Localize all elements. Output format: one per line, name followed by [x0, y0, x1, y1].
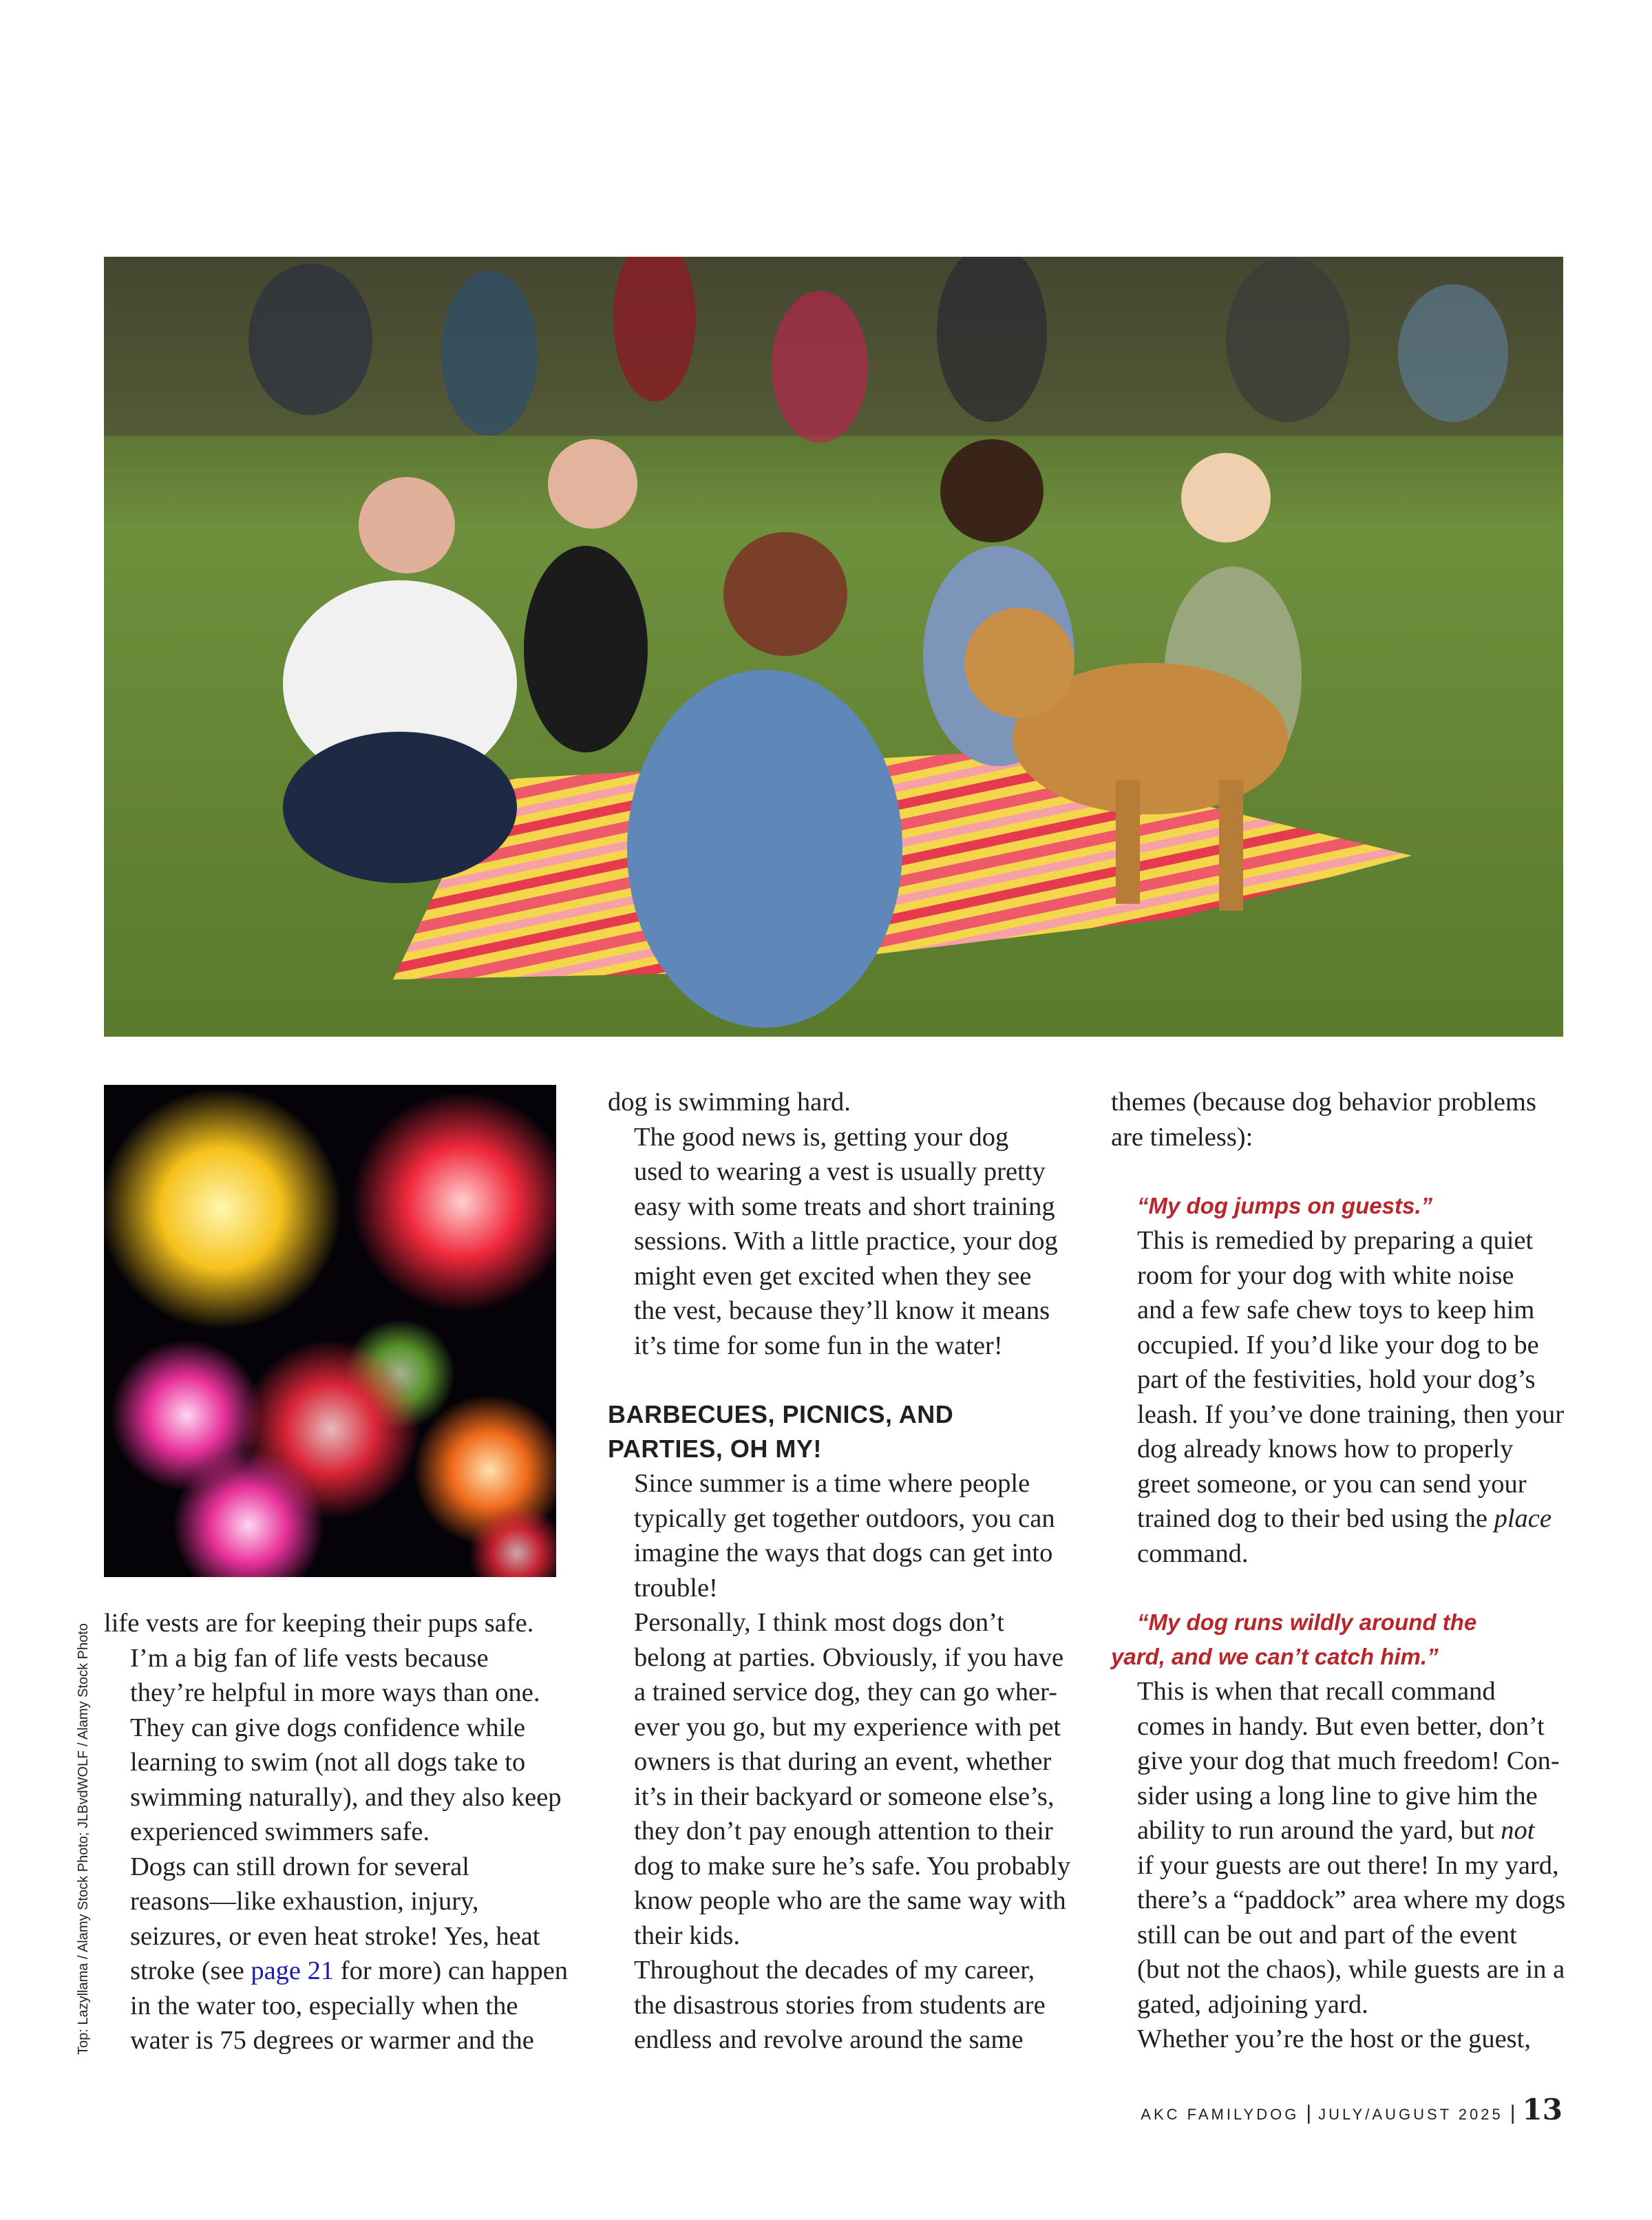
text-line [1111, 1813, 1565, 1848]
page-footer [1141, 2093, 1563, 2126]
text-line: know people who are the same way with [634, 1886, 1066, 1915]
text-line: there’s a “paddock” area where my dogs [1137, 1885, 1566, 1914]
text-line: experienced swimmers safe. [130, 1817, 430, 1846]
column-3 [1111, 1085, 1565, 2057]
text-line: sessions. With a little practice, your dog [634, 1227, 1058, 1256]
text-line [104, 1954, 569, 1989]
text-line: might even get excited when they see [634, 1261, 1032, 1291]
fireworks-photo [104, 1085, 556, 1577]
emphasis: place [1494, 1504, 1552, 1533]
text-line: if your guests are out there! In my yard, [1137, 1850, 1559, 1880]
text-fragment: trained dog to their bed using the [1137, 1504, 1494, 1533]
pull-subheading [1111, 1605, 1565, 1674]
text-line: and a few safe chew toys to keep him [1137, 1296, 1535, 1324]
text-line: dog is swimming hard. [608, 1088, 851, 1117]
text-line: Dogs can still drown for several [130, 1852, 469, 1881]
text-line: reasons—like exhaustion, injury, [130, 1887, 479, 1916]
text-line: it’s time for some fun in the water! [634, 1331, 1003, 1360]
paragraph [608, 1953, 1062, 2058]
text-line: the vest, because they’ll know it means [634, 1296, 1050, 1325]
text-line: the disastrous stories from students are [634, 1990, 1046, 2020]
text-line: Since summer is a time where people [634, 1469, 1030, 1498]
picnic-photo-illustration [104, 257, 1563, 1037]
text-line: in the water too, especially when the [130, 1991, 518, 2020]
text-fragment: ability to run around the yard, but [1137, 1816, 1501, 1845]
magazine-name: AKC FAMILYDOG [1141, 2106, 1300, 2123]
subheading-line: “My dog jumps on guests.” [1137, 1193, 1433, 1218]
paragraph [1111, 1674, 1565, 2022]
footer-divider: | [1510, 2102, 1516, 2124]
text-line: life vests are for keeping their pups safe. [104, 1609, 534, 1638]
text-line: water is 75 degrees or warmer and the [130, 2026, 534, 2055]
fireworks-illustration [104, 1085, 556, 1577]
text-line: sider using a long line to give him the [1137, 1781, 1538, 1810]
text-line: I’m a big fan of life vests because [130, 1643, 489, 1673]
text-line: command. [1137, 1539, 1249, 1568]
issue-date: JULY/AUGUST 2025 [1318, 2106, 1503, 2123]
text-line: easy with some treats and short training [634, 1192, 1055, 1221]
text-line: trouble! [634, 1573, 718, 1603]
pull-subheading [1111, 1189, 1565, 1223]
footer-divider: | [1306, 2102, 1312, 2124]
text-line: Whether you’re the host or the guest, [1137, 2025, 1531, 2053]
text-line: The good news is, getting your dog [634, 1122, 1009, 1152]
text-line: This is when that recall command [1137, 1677, 1496, 1706]
text-line: This is remedied by preparing a quiet [1137, 1226, 1534, 1255]
text-fragment: for more) can happen [334, 1956, 569, 1985]
paragraph [104, 1641, 562, 1850]
text-fragment: stroke (see [130, 1956, 251, 1985]
subheading-line: “My dog runs wildly around the [1137, 1609, 1477, 1635]
text-line: seizures, or even heat stroke! Yes, heat [130, 1921, 540, 1951]
text-line: dog to make sure he’s safe. You probably [634, 1851, 1071, 1881]
column-1 [104, 1606, 569, 2058]
paragraph [1111, 2022, 1565, 2057]
text-line: dog already knows how to properly [1137, 1435, 1514, 1463]
text-line: comes in handy. But even better, don’t [1137, 1711, 1545, 1741]
text-line: owners is that during an event, whether [634, 1747, 1052, 1776]
paragraph [1111, 1085, 1565, 1154]
text-line: it’s in their backyard or someone else’s, [634, 1782, 1055, 1811]
text-line: leash. If you’ve done training, then your [1137, 1399, 1565, 1429]
paragraph [104, 1606, 558, 1641]
paragraph [104, 1850, 569, 2058]
text-line: still can be out and part of the event [1137, 1920, 1517, 1949]
text-line: (but not the chaos), while guests are in a [1137, 1955, 1565, 1984]
text-line: They can give dogs confidence while [130, 1713, 526, 1742]
text-line: swimming naturally), and they also keep [130, 1782, 562, 1812]
paragraph [608, 1466, 1062, 1605]
paragraph [608, 1605, 1071, 1953]
text-line [1111, 1501, 1565, 1536]
text-line: they don’t pay enough attention to their [634, 1817, 1053, 1846]
photo-credit: Top: Lazyllama / Alamy Stock Photo; JLBvdWOLF / Alamy Stock Photo [76, 1623, 91, 2055]
picnic-photo [104, 257, 1563, 1037]
text-line: give your dog that much freedom! Con- [1137, 1746, 1560, 1775]
text-line: imagine the ways that dogs can get into [634, 1539, 1053, 1567]
text-line: occupied. If you’d like your dog to be [1137, 1330, 1539, 1360]
text-line: a trained service dog, they can go wher- [634, 1678, 1057, 1706]
paragraph [608, 1120, 1062, 1364]
heading-line: PARTIES, OH MY! [608, 1435, 822, 1463]
text-line: gated, adjoining yard. [1137, 1989, 1368, 2019]
text-line: used to wearing a vest is usually pretty [634, 1157, 1046, 1186]
text-line: belong at parties. Obviously, if you have [634, 1642, 1064, 1672]
text-line: Personally, I think most dogs don’t [634, 1608, 1004, 1637]
column-2 [608, 1085, 1071, 2058]
heading-line: BARBECUES, PICNICS, AND [608, 1400, 954, 1428]
paragraph [1111, 1223, 1565, 1571]
text-line: are timeless): [1111, 1122, 1253, 1152]
subheading-line: yard, and we can’t catch him.” [1111, 1644, 1439, 1669]
text-line: typically get together outdoors, you can [634, 1503, 1055, 1533]
paragraph [608, 1085, 1062, 1120]
text-line: Throughout the decades of my career, [634, 1956, 1035, 1985]
text-line: themes (because dog behavior problems [1111, 1088, 1536, 1117]
text-line: greet someone, or you can send your [1137, 1469, 1527, 1499]
section-heading [608, 1397, 1062, 1466]
text-line: learning to swim (not all dogs take to [130, 1748, 526, 1777]
text-line: their kids. [634, 1921, 740, 1950]
text-line: endless and revolve around the same [634, 2025, 1024, 2054]
page-number: 13 [1522, 2093, 1563, 2126]
emphasis: not [1501, 1816, 1535, 1845]
text-line: ever you go, but my experience with pet [634, 1712, 1061, 1742]
text-line: room for your dog with white noise [1137, 1260, 1514, 1290]
page-21-link[interactable]: page 21 [251, 1956, 335, 1985]
text-line: they’re helpful in more ways than one. [130, 1678, 540, 1707]
text-line: part of the festivities, hold your dog’s [1137, 1365, 1536, 1394]
